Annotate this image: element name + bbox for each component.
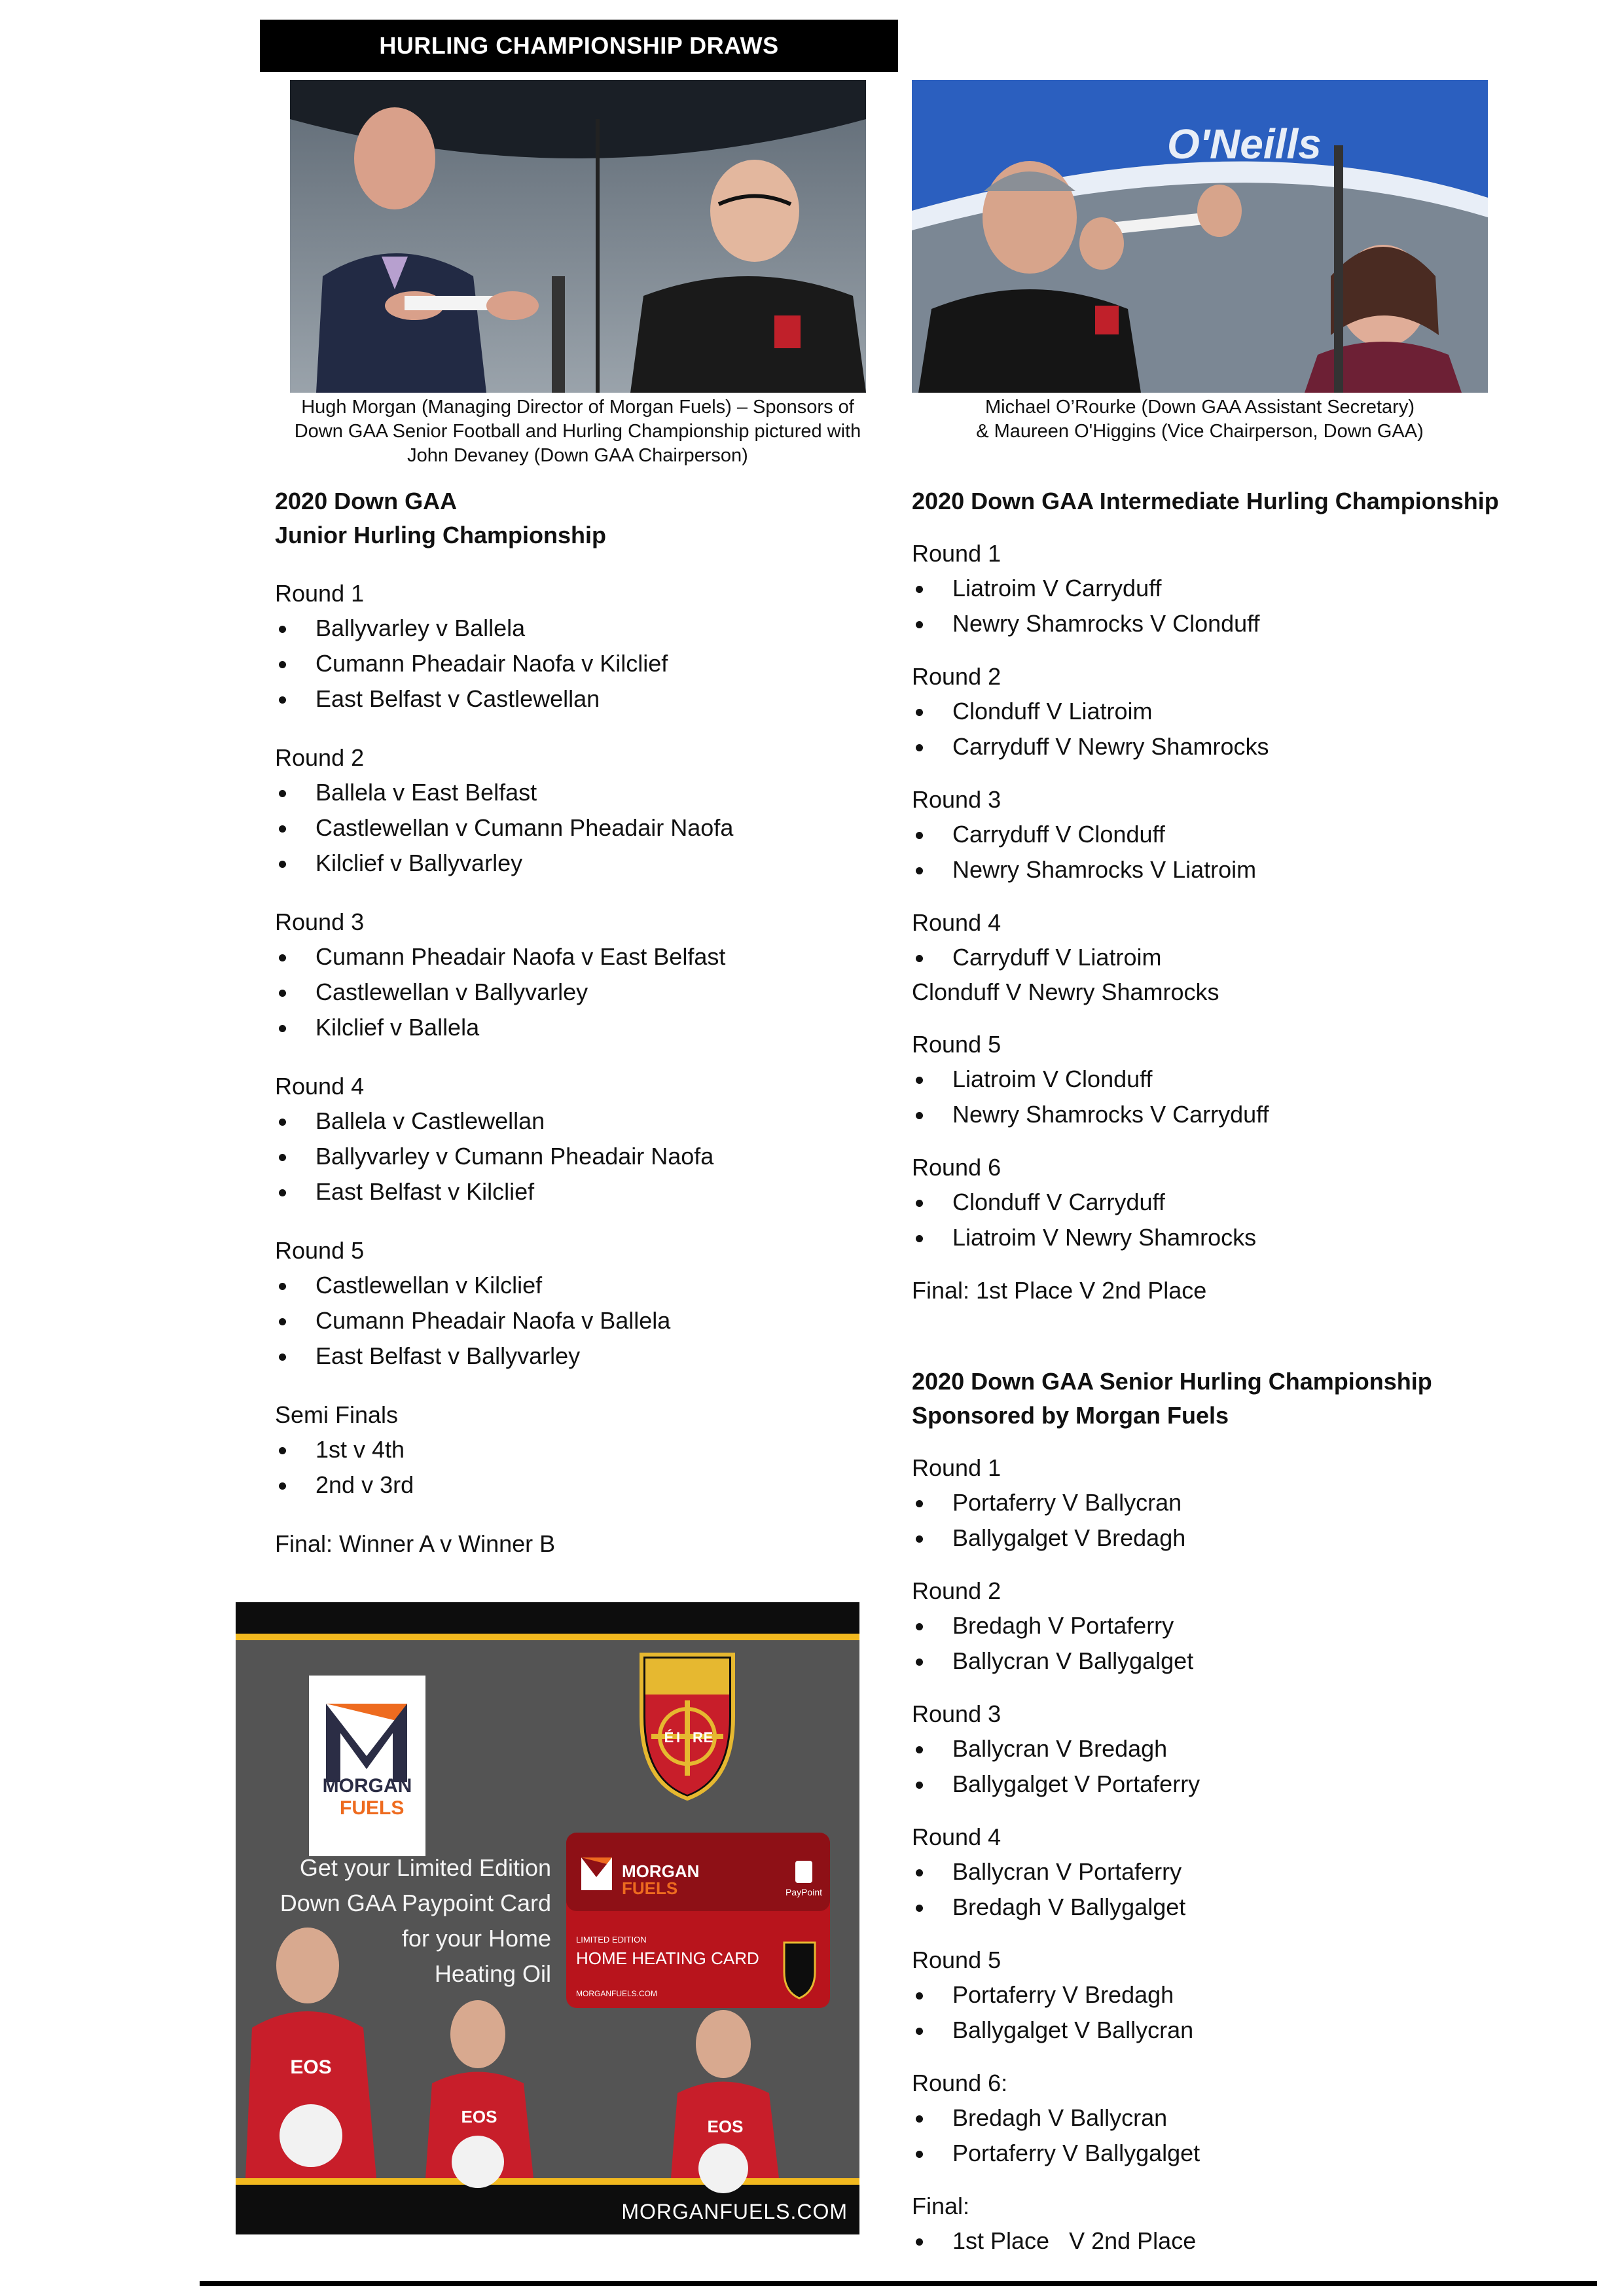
match-item	[912, 2100, 1566, 2136]
match-item	[912, 817, 1566, 852]
round-label: Round 2	[912, 1577, 1001, 1604]
round-label: Final:	[912, 2193, 970, 2219]
senior-round	[912, 1697, 1566, 1802]
crest-letter: E	[703, 1729, 713, 1746]
match-item	[912, 1643, 1566, 1679]
match-text: Ballela v East Belfast	[316, 779, 537, 806]
match-list	[912, 1062, 1566, 1132]
match-text: Liatroim V Newry Shamrocks	[952, 1224, 1257, 1251]
match-item	[275, 681, 877, 717]
senior-round	[912, 1820, 1566, 1925]
headline-line: Down GAA Paypoint Card	[280, 1890, 551, 1916]
match-item	[275, 1303, 877, 1338]
page-banner	[260, 20, 898, 72]
intermediate-final: Final: 1st Place V 2nd Place	[912, 1277, 1207, 1304]
crest-letter: R	[693, 1729, 703, 1746]
caption-line: Michael O’Rourke (Down GAA Assistant Secretary)	[985, 397, 1415, 418]
match-item	[275, 1467, 877, 1503]
intermediate-round	[912, 1151, 1566, 1255]
round-label: Round 6:	[912, 2070, 1008, 2096]
headline-line: Heating Oil	[434, 1960, 551, 1987]
bullet-icon	[279, 861, 286, 868]
match-text: Carryduff V Clonduff	[952, 821, 1165, 848]
match-text: Clonduff V Carryduff	[952, 1189, 1165, 1215]
senior-title-line1: 2020 Down GAA Senior Hurling Championship	[912, 1368, 1432, 1395]
match-list	[912, 1977, 1566, 2048]
intermediate-round	[912, 1028, 1566, 1132]
card-crest-icon	[784, 1943, 815, 1998]
bullet-icon	[279, 696, 286, 704]
match-text: Portaferry V Ballygalget	[952, 2140, 1200, 2166]
bullet-icon	[916, 621, 923, 628]
match-item	[912, 1854, 1566, 1890]
junior-round	[275, 905, 877, 1045]
match-item	[275, 846, 877, 881]
match-item	[275, 975, 877, 1010]
senior-round	[912, 2066, 1566, 2171]
shirt-sponsor: EOS	[707, 2117, 744, 2136]
match-list	[912, 1608, 1566, 1679]
junior-round	[275, 1398, 877, 1503]
match-text: Clonduff V Liatroim	[952, 698, 1153, 725]
match-list	[912, 817, 1566, 888]
senior-championship	[912, 1365, 1566, 2259]
card-url: MORGANFUELS.COM	[576, 1989, 658, 1998]
intermediate-title: 2020 Down GAA Intermediate Hurling Championship	[912, 488, 1499, 514]
bullet-icon	[279, 1025, 286, 1032]
match-text: Kilclief v Ballela	[316, 1014, 480, 1041]
intermediate-round	[912, 537, 1566, 641]
match-text: East Belfast v Castlewellan	[316, 685, 600, 712]
bullet-icon	[916, 709, 923, 716]
bullet-icon	[916, 1782, 923, 1789]
match-item	[275, 775, 877, 810]
match-text: Newry Shamrocks V Clonduff	[952, 610, 1260, 637]
match-item	[275, 1103, 877, 1139]
match-text: Castlewellan v Ballyvarley	[316, 978, 588, 1005]
match-text-unbulleted: Clonduff V Newry Shamrocks	[912, 978, 1219, 1005]
match-item	[275, 1268, 877, 1303]
junior-round	[275, 1234, 877, 1374]
round-label: Round 5	[912, 1031, 1001, 1058]
card-brand-line1: MORGAN	[622, 1861, 700, 1881]
match-item	[275, 611, 877, 646]
match-text: East Belfast v Ballyvarley	[316, 1342, 581, 1369]
caption-line: & Maureen O'Higgins (Vice Chairperson, Down GAA)	[976, 421, 1424, 442]
card-brand-line2: FUELS	[622, 1878, 678, 1898]
match-text: Portaferry V Ballycran	[952, 1489, 1182, 1516]
match-list	[912, 694, 1566, 764]
match-text: Ballycran V Ballygalget	[952, 1647, 1194, 1674]
match-item	[912, 1608, 1566, 1643]
match-item	[912, 729, 1566, 764]
match-list	[912, 1485, 1566, 1556]
match-list	[912, 2100, 1566, 2171]
round-label: Round 5	[912, 1946, 1001, 1973]
bullet-icon	[916, 1112, 923, 1119]
round-label: Round 6	[912, 1154, 1001, 1181]
banner-title: HURLING CHAMPIONSHIP DRAWS	[379, 32, 779, 59]
bullet-icon	[916, 1992, 923, 2000]
photo-left-caption	[262, 395, 893, 468]
crest-letter: É	[664, 1729, 674, 1746]
match-item	[912, 1062, 1566, 1097]
bullet-icon	[916, 1535, 923, 1543]
match-list	[912, 571, 1566, 641]
bullet-icon	[279, 1354, 286, 1361]
match-text: Newry Shamrocks V Carryduff	[952, 1101, 1269, 1128]
bullet-icon	[279, 990, 286, 997]
match-list	[275, 775, 877, 881]
match-item	[275, 1174, 877, 1210]
round-label: Round 5	[275, 1237, 365, 1264]
match-text: Ballyvarley v Cumann Pheadair Naofa	[316, 1143, 714, 1170]
bullet-icon	[916, 1623, 923, 1630]
bullet-icon	[279, 661, 286, 668]
intermediate-championship	[912, 484, 1566, 1308]
match-text: Ballygalget V Portaferry	[952, 1770, 1200, 1797]
bullet-icon	[916, 955, 923, 962]
match-text: Liatroim V Carryduff	[952, 575, 1162, 601]
match-text: 2nd v 3rd	[316, 1471, 414, 1498]
match-text: Newry Shamrocks V Liatroim	[952, 856, 1257, 883]
match-list	[912, 1854, 1566, 1925]
bullet-icon	[916, 832, 923, 839]
match-text: Portaferry V Bredagh	[952, 1981, 1174, 2008]
match-item	[275, 1139, 877, 1174]
bullet-icon	[916, 1235, 923, 1242]
bullet-icon	[279, 1119, 286, 1126]
match-text: Ballygalget V Ballycran	[952, 2017, 1194, 2043]
match-item	[912, 852, 1566, 888]
intermediate-round	[912, 783, 1566, 888]
match-list	[912, 1731, 1566, 1802]
round-label: Round 4	[275, 1073, 365, 1100]
senior-round	[912, 1943, 1566, 2048]
round-label: Round 2	[912, 663, 1001, 690]
shirt-sponsor: EOS	[290, 2056, 332, 2078]
junior-final: Final: Winner A v Winner B	[275, 1530, 556, 1557]
morgan-fuels-advert	[236, 1602, 859, 2234]
round-label: Round 2	[275, 744, 365, 771]
bullet-icon	[279, 954, 286, 961]
match-list	[275, 1103, 877, 1210]
match-text: Liatroim V Clonduff	[952, 1066, 1153, 1092]
match-text: Cumann Pheadair Naofa v East Belfast	[316, 943, 726, 970]
match-item	[912, 1520, 1566, 1556]
headline-line: for your Home	[401, 1925, 551, 1952]
match-item	[912, 1767, 1566, 1802]
round-label: Round 1	[275, 580, 365, 607]
card-product: HOME HEATING CARD	[576, 1948, 759, 1968]
match-text: Ballela v Castlewellan	[316, 1107, 545, 1134]
crest-letter: I	[676, 1729, 681, 1746]
bullet-icon	[279, 825, 286, 833]
match-text: Bredagh V Ballygalget	[952, 1893, 1186, 1920]
bullet-icon	[916, 2115, 923, 2123]
round-label: Semi Finals	[275, 1401, 399, 1428]
bottom-divider	[200, 2281, 1597, 2286]
match-text: East Belfast v Kilclief	[316, 1178, 535, 1205]
bullet-icon	[279, 1283, 286, 1290]
caption-line: John Devaney (Down GAA Chairperson)	[407, 445, 748, 466]
bullet-icon	[279, 626, 286, 633]
match-text: 1st v 4th	[316, 1436, 405, 1463]
match-item	[275, 1338, 877, 1374]
photo-right-image	[912, 80, 1488, 393]
card-limited-edition: LIMITED EDITION	[576, 1935, 647, 1945]
round-label: Round 1	[912, 1454, 1001, 1481]
junior-championship	[275, 484, 877, 1561]
match-list	[912, 1185, 1566, 1255]
match-item	[912, 2223, 1566, 2259]
match-text: Carryduff V Liatroim	[952, 944, 1162, 971]
match-text: Castlewellan v Cumann Pheadair Naofa	[316, 814, 734, 841]
match-text: Castlewellan v Kilclief	[316, 1272, 543, 1299]
round-label: Round 4	[912, 1823, 1001, 1850]
bullet-icon	[279, 1189, 286, 1196]
bullet-icon	[279, 790, 286, 797]
brand-line1: MORGAN	[322, 1775, 412, 1797]
junior-round	[275, 1069, 877, 1210]
bullet-icon	[279, 1154, 286, 1161]
umbrella-brand-text: O'Neills	[1167, 120, 1322, 168]
bullet-icon	[916, 1869, 923, 1876]
advert-graphic	[236, 1602, 859, 2234]
bullet-icon	[916, 1200, 923, 1207]
match-text: Kilclief v Ballyvarley	[316, 850, 523, 876]
photo-left-image	[290, 80, 866, 393]
bullet-icon	[916, 1500, 923, 1507]
bullet-icon	[916, 2151, 923, 2158]
match-item	[912, 940, 1566, 975]
photo-right	[912, 80, 1488, 393]
photo-left	[290, 80, 866, 393]
senior-round	[912, 1574, 1566, 1679]
paypoint-card	[566, 1833, 830, 2008]
round-label: Round 3	[912, 1700, 1001, 1727]
match-item	[912, 1485, 1566, 1520]
match-item	[912, 2136, 1566, 2171]
match-item	[912, 1220, 1566, 1255]
bullet-icon	[916, 586, 923, 593]
advert-footer-url: MORGANFUELS.COM	[621, 2200, 848, 2223]
senior-title-line2: Sponsored by Morgan Fuels	[912, 1402, 1229, 1429]
match-item	[275, 1010, 877, 1045]
match-text: Bredagh V Portaferry	[952, 1612, 1174, 1639]
match-text: Carryduff V Newry Shamrocks	[952, 733, 1269, 760]
match-list	[912, 2223, 1566, 2259]
match-item	[912, 1097, 1566, 1132]
match-text: Ballycran V Portaferry	[952, 1858, 1182, 1885]
shirt-sponsor: EOS	[461, 2107, 497, 2126]
match-item	[912, 1890, 1566, 1925]
round-label: Round 3	[912, 786, 1001, 813]
match-item	[912, 1731, 1566, 1767]
intermediate-round	[912, 906, 1566, 1009]
bullet-icon	[279, 1447, 286, 1454]
brand-line2: FUELS	[340, 1797, 405, 1819]
bullet-icon	[916, 1905, 923, 1912]
junior-round	[275, 577, 877, 717]
match-text: Cumann Pheadair Naofa v Ballela	[316, 1307, 671, 1334]
match-item	[275, 646, 877, 681]
bullet-icon	[916, 2028, 923, 2035]
bullet-icon	[916, 1659, 923, 1666]
bullet-icon	[916, 867, 923, 874]
match-list	[275, 1268, 877, 1374]
senior-round	[912, 1451, 1566, 1556]
match-item	[912, 2013, 1566, 2048]
match-item	[912, 1185, 1566, 1220]
photo-right-caption	[912, 395, 1488, 444]
match-item	[912, 1977, 1566, 2013]
match-list	[912, 940, 1566, 975]
match-text: Bredagh V Ballycran	[952, 2104, 1168, 2131]
junior-title-line1: 2020 Down GAA	[275, 488, 458, 514]
senior-round	[912, 2189, 1566, 2259]
intermediate-round	[912, 660, 1566, 764]
junior-title-line2: Junior Hurling Championship	[275, 522, 606, 548]
down-gaa-crest-icon	[641, 1655, 733, 1799]
match-list	[275, 1432, 877, 1503]
match-item	[912, 694, 1566, 729]
match-text: Ballycran V Bredagh	[952, 1735, 1168, 1762]
match-text: Ballyvarley v Ballela	[316, 615, 526, 641]
match-text: Cumann Pheadair Naofa v Kilclief	[316, 650, 668, 677]
bullet-icon	[279, 1482, 286, 1490]
match-item	[275, 810, 877, 846]
round-label: Round 4	[912, 909, 1001, 936]
round-label: Round 1	[912, 540, 1001, 567]
bullet-icon	[916, 1746, 923, 1753]
round-label: Round 3	[275, 908, 365, 935]
bullet-icon	[916, 1077, 923, 1084]
bullet-icon	[916, 2238, 923, 2246]
caption-line: Hugh Morgan (Managing Director of Morgan Fuels) – Sponsors of	[301, 397, 854, 418]
match-item	[912, 606, 1566, 641]
match-list	[275, 939, 877, 1045]
match-item	[275, 1432, 877, 1467]
headline-line: Get your Limited Edition	[299, 1854, 551, 1881]
paypoint-logo-icon	[795, 1861, 812, 1883]
match-item	[912, 571, 1566, 606]
bullet-icon	[279, 1318, 286, 1325]
match-list	[275, 611, 877, 717]
bullet-icon	[916, 744, 923, 751]
junior-round	[275, 741, 877, 881]
match-item	[275, 939, 877, 975]
match-text: 1st Place V 2nd Place	[952, 2227, 1197, 2254]
caption-line: Down GAA Senior Football and Hurling Championship pictured with	[294, 421, 861, 442]
match-text: Ballygalget V Bredagh	[952, 1524, 1186, 1551]
paypoint-label: PayPoint	[785, 1887, 823, 1897]
